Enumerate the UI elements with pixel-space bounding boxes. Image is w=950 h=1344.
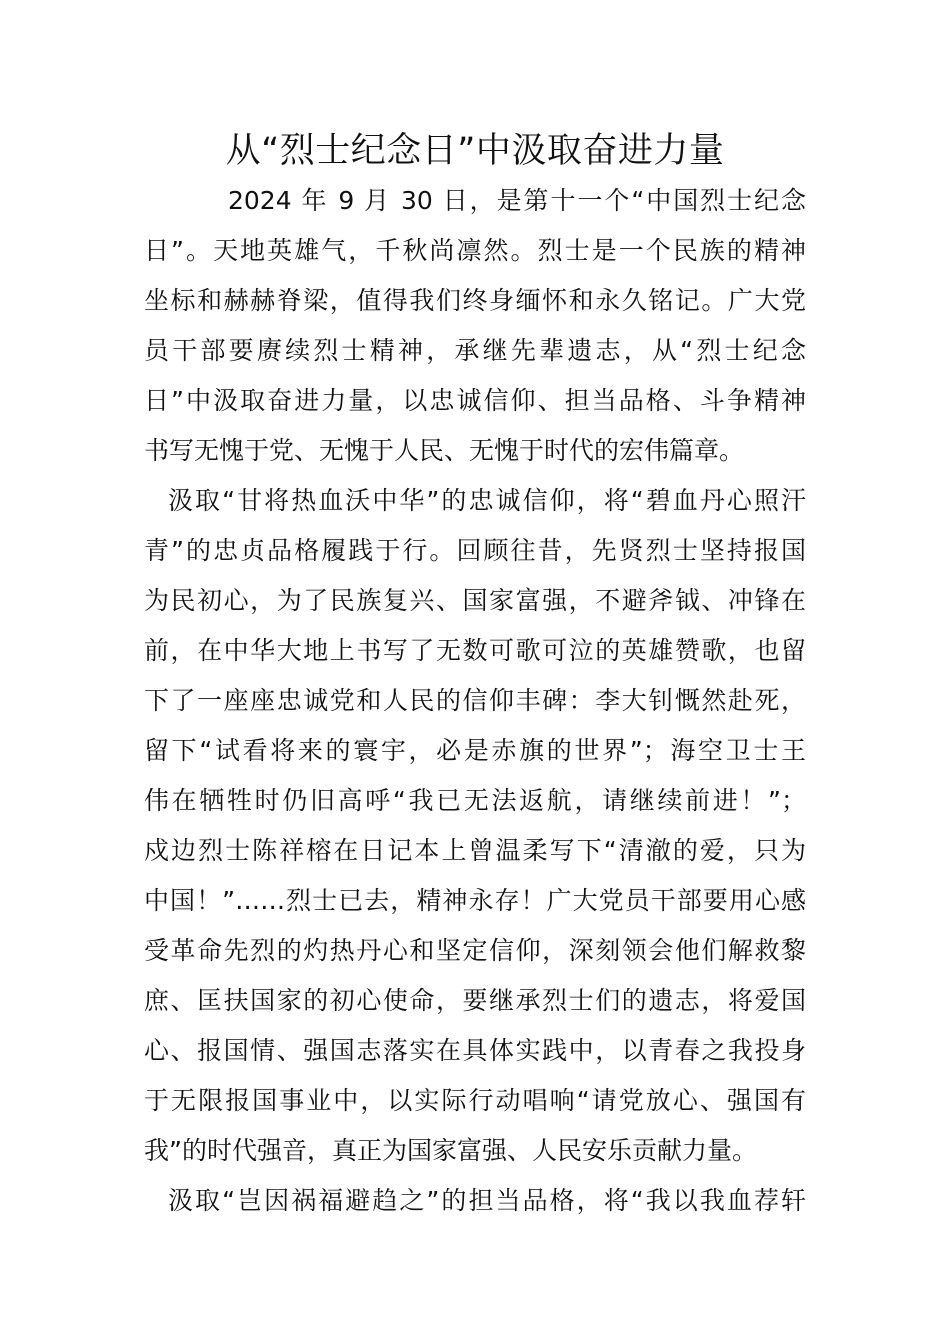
text-line: 于无限报国事业中，以实际行动唱响“请党放心、强国有 [144,1086,806,1115]
text-line: 为民初心，为了民族复兴、国家富强，不避斧钺、冲锋在 [144,586,806,615]
text-line: 日”。天地英雄气，千秋尚凛然。烈士是一个民族的精神 [144,236,806,265]
text-line: 员干部要赓续烈士精神，承继先辈遗志，从“烈士纪念 [144,336,806,365]
document-title: 从“烈士纪念日”中汲取奋进力量 [225,131,725,171]
text-line: 我”的时代强音，真正为国家富强、人民安乐贡献力量。 [144,1136,757,1165]
text-line: 庶、匡扶国家的初心使命，要继承烈士们的遗志，将爱国 [144,986,806,1015]
text-line: 青”的忠贞品格履践于行。回顾往昔，先贤烈士坚持报国 [144,536,806,565]
document-body [144,176,806,1226]
text-line: 书写无愧于党、无愧于人民、无愧于时代的宏伟篇章。 [144,436,745,465]
text-line: 留下“试看将来的寰宇，必是赤旗的世界”；海空卫士王 [144,736,806,765]
text-line: 心、报国情、强国志落实在具体实践中，以青春之我投身 [144,1036,806,1065]
text-line: 2024 年 9 月 30 日，是第十一个“中国烈士纪念 [228,186,806,215]
text-line: 中国！”……烈士已去，精神永存！广大党员干部要用心感 [144,886,806,915]
text-line: 受革命先烈的灼热丹心和坚定信仰，深刻领会他们解救黎 [144,936,806,965]
text-line: 伟在牺牲时仍旧高呼“我已无法返航，请继续前进！”； [144,786,806,815]
text-line: 戍边烈士陈祥榕在日记本上曾温柔写下“清澈的爱，只为 [144,836,806,865]
text-line: 日”中汲取奋进力量，以忠诚信仰、担当品格、斗争精神 [144,386,806,415]
text-line: 汲取“岂因祸福避趋之”的担当品格，将“我以我血荐轩 [168,1186,806,1215]
text-line: 前，在中华大地上书写了无数可歌可泣的英雄赞歌，也留 [144,636,806,665]
text-line: 坐标和赫赫脊梁，值得我们终身缅怀和永久铭记。广大党 [144,286,806,315]
text-line: 汲取“甘将热血沃中华”的忠诚信仰，将“碧血丹心照汗 [168,486,806,515]
text-line: 下了一座座忠诚党和人民的信仰丰碑：李大钊慨然赴死， [144,686,806,715]
